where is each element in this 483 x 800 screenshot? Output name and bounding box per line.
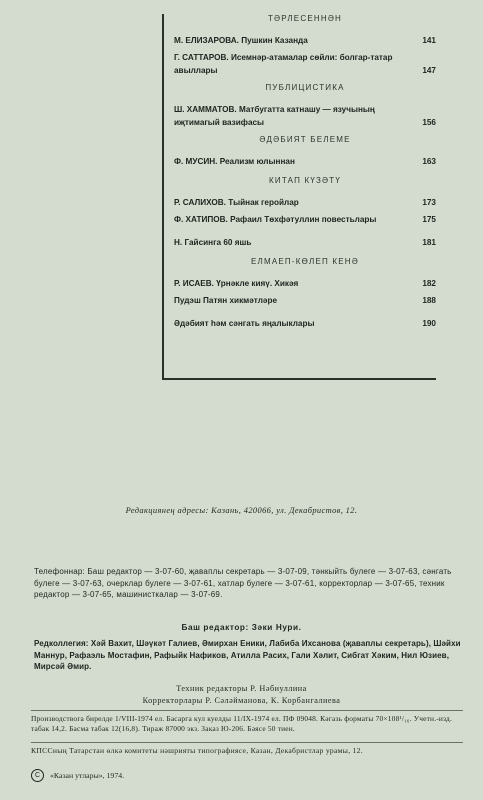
entry-page: 141 — [422, 36, 436, 45]
entry-author: Ф. ХАТИПОВ. — [174, 215, 228, 224]
printer-info: КПССның Татарстан өлкә комитеты нәшрияты типографиясе, Казан, Декабристлар урамы, 12. — [31, 746, 363, 755]
entry-author: Р. САЛИХОВ. — [174, 198, 226, 207]
entry-author: Н. Гайсинга 60 яшь — [174, 238, 252, 247]
entry-page: 156 — [422, 118, 436, 127]
copyright-text: «Казан утлары», 1974. — [50, 770, 125, 780]
section-heading: КИТАП КҮЗӘТҮ — [269, 176, 341, 185]
editorial-address: Редакциянең адресы: Казань, 420066, ул. Декабристов, 12. — [125, 506, 358, 515]
copyright-icon: C — [31, 769, 44, 782]
entry-page: 190 — [422, 319, 436, 328]
chief-editor: Баш редактор: Зәки Нури. — [181, 623, 302, 632]
technical-staff — [0, 683, 483, 707]
entry-title: Тыйнак геройлар — [228, 198, 299, 207]
toc-entry — [174, 103, 436, 129]
phone-numbers: Телефоннар: Баш редактор — 3-07-60, җаваплы секретарь — 3-07-09, тәнкыйть булеге — 3-07-63, сәнгать булеге — 3-07-63, очерклар булеге — 3-07-61, хатлар булеге — 3-07-61, корректорлар — 3-07-65, техник редактор — 3-07-65, машинисткалар — 3-07-69. — [34, 567, 452, 599]
toc-entry — [174, 34, 436, 47]
entry-title: Үрнәкле кияү. Хикәя — [216, 279, 299, 288]
section-heading: ӘДӘБИЯТ БЕЛЕМЕ — [259, 135, 351, 144]
section-heading: ЕЛМАЕП-КӨЛЕП КЕНӘ — [251, 257, 359, 266]
entry-title: Рафаил Төхфәтуллин повестьлары — [230, 215, 377, 224]
entry-title: Матбугатта катнашу — язучының иҗтимагый вазифасы — [174, 105, 375, 127]
entry-author: М. ЕЛИЗАРОВА. — [174, 36, 239, 45]
toc-entry — [174, 277, 436, 290]
toc-entry — [174, 155, 436, 168]
entry-page: 175 — [422, 215, 436, 224]
entry-page: 188 — [422, 296, 436, 305]
entry-author: Ш. ХАММАТОВ. — [174, 105, 237, 114]
entry-title: Реализм юлыннан — [219, 157, 295, 166]
section-heading: ПУБЛИЦИСТИКА — [265, 83, 345, 92]
toc-entry — [174, 51, 436, 77]
entry-author: Р. ИСАЕВ. — [174, 279, 214, 288]
toc-entry — [174, 196, 436, 209]
entry-author: Г. САТТАРОВ. — [174, 53, 229, 62]
entry-author: Пудэш Патян хикмәтләре — [174, 296, 278, 305]
toc-entry — [174, 317, 436, 330]
copyright — [31, 769, 463, 782]
entry-title: Пушкин Казанда — [241, 36, 308, 45]
divider — [31, 710, 463, 711]
correctors: Корректорлары Р. Сәләйманова, К. Корбангалиева — [142, 696, 341, 705]
section-heading: ТӘРЛЕСЕННӘН — [267, 14, 343, 23]
entry-page: 163 — [422, 157, 436, 166]
table-of-contents — [162, 14, 436, 380]
divider — [31, 742, 463, 743]
editorial-board: Редколлегия: Хәй Вахит, Шәүкәт Галиев, Әмирхан Еники, Лабиба Ихсанова (җаваплы секретарь), Шәйхи Маннур, Рафаэль Мостафин, Рафыйк Нафиков, Атилла Расих, Гали Хәлит, Сибгат Хәким, Нил Юзиев, Мирсәй Әмир. — [34, 639, 461, 671]
production-info: Производствога бирелде 1/VIII-1974 ел. Басарга кул куелды 11/IX-1974 ел. ПФ 09048. Кәгазь форматы 70×108¹/₁₆. Учетн.-изд. табак 14,2. Басма табак 12(16,8). Тираж 87000 экз. Заказ Ю-206. Бәясе 50 тиен. — [31, 714, 453, 733]
entry-author: Әдәбият һәм сәнгать яңалыклары — [174, 319, 315, 328]
entry-author: Ф. МУСИН. — [174, 157, 218, 166]
entry-title: Исемнәр-атамалар сөйли: болгар-татар авыллары — [174, 53, 393, 75]
toc-entry — [174, 213, 436, 226]
entry-page: 173 — [422, 198, 436, 207]
entry-page: 182 — [422, 279, 436, 288]
toc-entry — [174, 294, 436, 307]
entry-page: 181 — [422, 238, 436, 247]
toc-entry — [174, 236, 436, 249]
entry-page: 147 — [422, 66, 436, 75]
technical-editor: Техник редакторы Р. Нәбиуллина — [176, 684, 307, 693]
